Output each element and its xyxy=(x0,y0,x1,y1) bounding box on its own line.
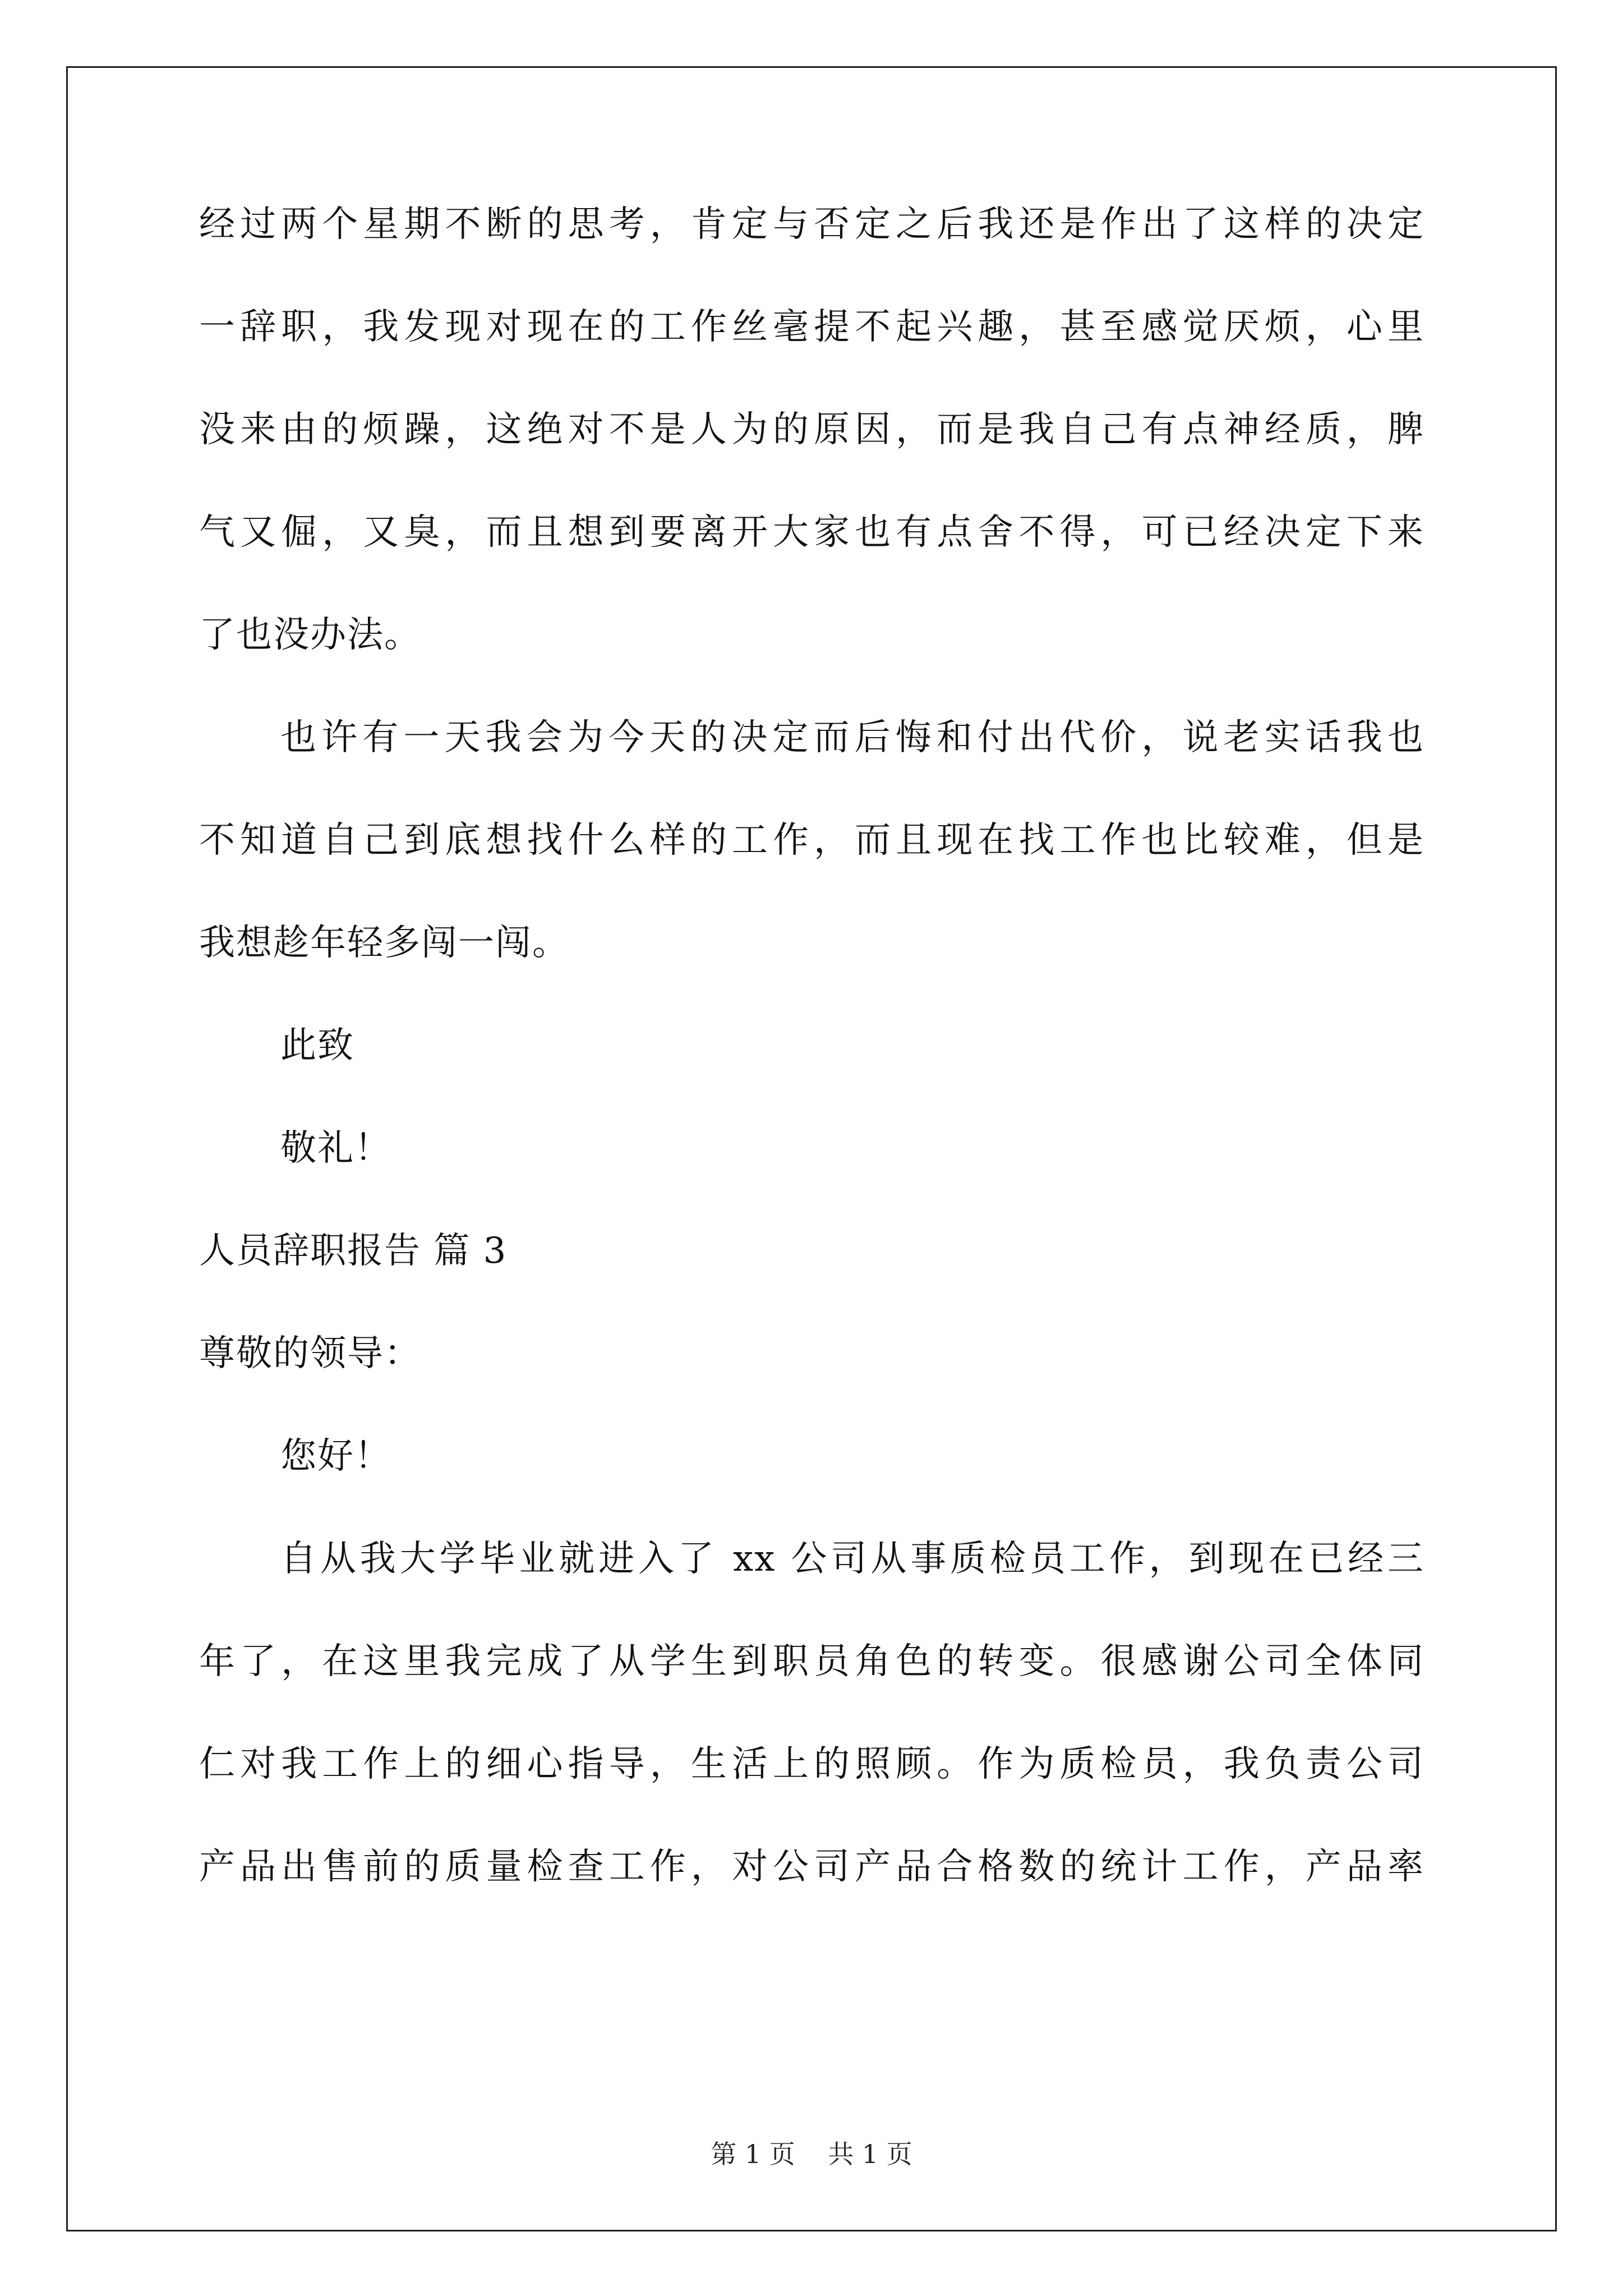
text-line: 不知道自己到底想找什么样的工作，而且现在找工作也比较难，但是 xyxy=(199,820,1424,861)
text-line: 经过两个星期不断的思考，肯定与否定之后我还是作出了这样的决定 xyxy=(199,204,1424,245)
page-number-footer: 第 1 页 共 1 页 xyxy=(711,2139,912,2169)
text-line: 仁对我工作上的细心指导，生活上的照顾。作为质检员，我负责公司 xyxy=(199,1743,1424,1785)
paragraph-start-line: 也许有一天我会为今天的决定而后悔和付出代价，说老实话我也 xyxy=(280,717,1424,758)
text-line: 我想趁年轻多闯一闯。 xyxy=(199,922,569,964)
paragraph-start-line: 自从我大学毕业就进入了 xx 公司从事质检员工作，到现在已经三 xyxy=(280,1538,1424,1580)
closing-salutation: 此致 xyxy=(280,1025,354,1066)
text-line: 气又倔，又臭，而且想到要离开大家也有点舍不得，可已经决定下来 xyxy=(199,512,1424,553)
greeting: 尊敬的领导： xyxy=(199,1333,421,1374)
greeting-hello: 您好！ xyxy=(280,1435,391,1477)
text-line: 一辞职，我发现对现在的工作丝毫提不起兴趣，甚至感觉厌烦，心里 xyxy=(199,306,1424,348)
text-line: 了也没办法。 xyxy=(199,614,421,656)
section-heading: 人员辞职报告 篇 3 xyxy=(199,1230,508,1272)
closing-regards: 敬礼！ xyxy=(280,1128,391,1169)
text-line: 年了，在这里我完成了从学生到职员角色的转变。很感谢公司全体同 xyxy=(199,1641,1424,1682)
text-line: 产品出售前的质量检查工作，对公司产品合格数的统计工作，产品率 xyxy=(199,1846,1424,1888)
text-line: 没来由的烦躁，这绝对不是人为的原因，而是我自己有点神经质，脾 xyxy=(199,409,1424,450)
